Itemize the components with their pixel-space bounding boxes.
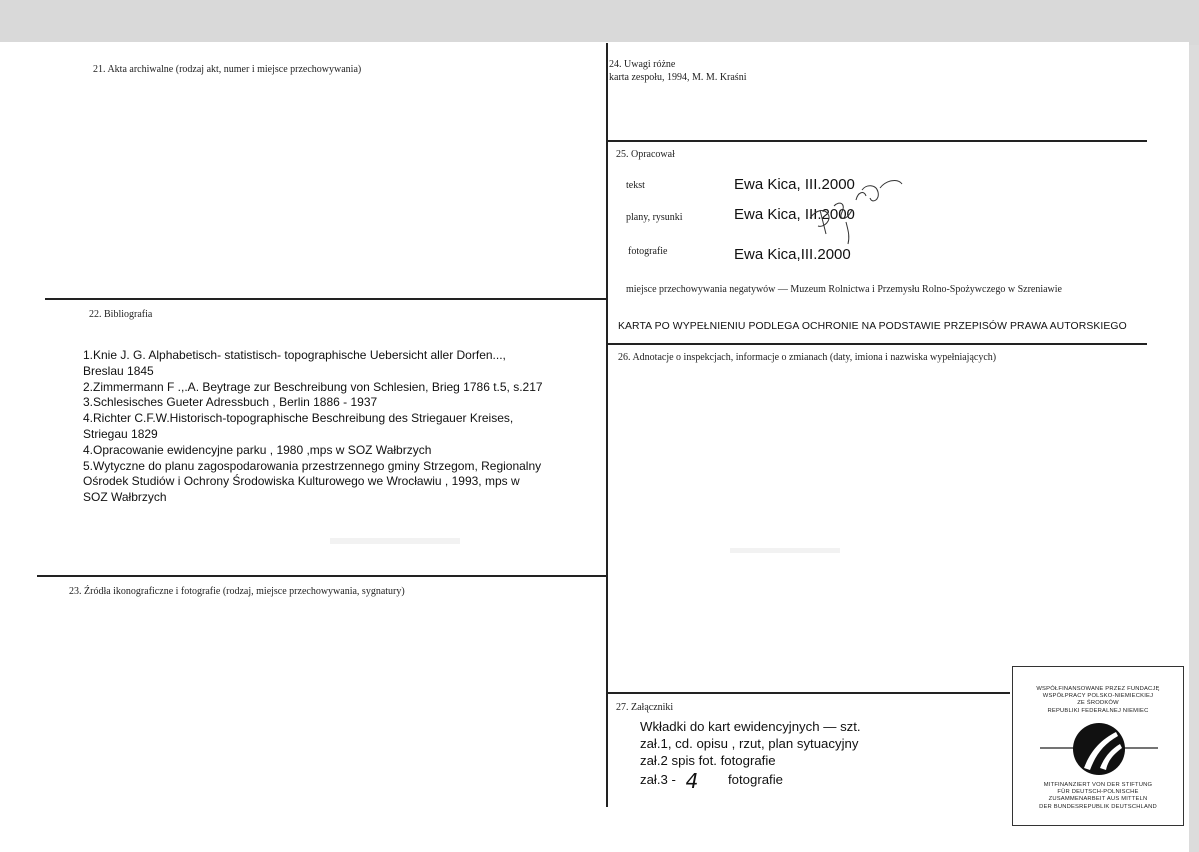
opracowal-row-label: plany, rysunki xyxy=(626,212,683,223)
stamp-top-text xyxy=(1019,686,1177,715)
scan-artefact xyxy=(330,538,460,544)
stamp-line: ZE ŚRODKÓW xyxy=(1077,700,1119,707)
stamp-line: REPUBLIKI FEDERALNEJ NIEMIEC xyxy=(1047,707,1149,714)
bibliography-item: 5.Wytyczne do planu zagospodarowania przestrzennego gminy Strzegom, Regionalny xyxy=(83,458,542,473)
stamp-line: MITFINANZIERT VON DER STIFTUNG xyxy=(1043,782,1153,788)
bibliography-item: 3.Schlesisches Gueter Adressbuch , Berlin 1886 - 1937 xyxy=(83,395,378,410)
bibliography-item: Breslau 1845 xyxy=(83,363,154,378)
opracowal-row-value: Ewa Kica,III.2000 xyxy=(734,246,851,263)
bibliography-list xyxy=(83,348,586,506)
foundation-logo-icon xyxy=(1040,722,1158,778)
bibliography-item: 1.Knie J. G. Alphabetisch- statistisch- topographische Uebersicht aller Dorfen..., xyxy=(83,348,506,362)
negatives-location: miejsce przechowywania negatywów — Muzeum Rolnictwa i Przemysłu Rolno-Spożywczego w Szreniawie xyxy=(626,284,1062,295)
copyright-notice: KARTA PO WYPEŁNIENIU PODLEGA OCHRONIE NA PODSTAWIE PRZEPISÓW PRAWA AUTORSKIEGO xyxy=(618,321,1127,332)
divider-24-25 xyxy=(608,140,1147,142)
bibliography-item: 4.Richter C.F.W.Historisch-topographische Beschreibung des Striegauer Kreises, xyxy=(83,411,514,426)
section-27-label: 27. Załączniki xyxy=(616,702,674,713)
attachment-line: zał.2 spis fot. fotografie xyxy=(640,753,776,768)
stamp-line: ZUSAMMENARBEIT AUS MITTELN xyxy=(1048,796,1148,803)
scan-artefact xyxy=(730,548,840,553)
opracowal-row-label: fotografie xyxy=(628,246,668,257)
section-26-label: 26. Adnotacje o inspekcjach, informacje o zmianach (daty, imiona i nazwiska wypełniających) xyxy=(618,352,997,363)
attachment-line xyxy=(640,769,861,793)
opracowal-row-value: Ewa Kica, III.2000 xyxy=(734,176,855,193)
stamp-bottom-text xyxy=(1019,782,1177,811)
divider-25-26 xyxy=(608,343,1147,345)
bibliography-item: SOZ Wałbrzych xyxy=(83,490,167,505)
attachment-line: Wkładki do kart ewidencyjnych — szt. xyxy=(640,719,861,734)
section-24-label: 24. Uwagi różne xyxy=(609,59,676,70)
stamp-line: WSPÓŁPRACY POLSKO-NIEMIECKIEJ xyxy=(1042,693,1154,700)
section-25-label: 25. Opracował xyxy=(616,149,675,160)
divider-21-22 xyxy=(45,298,606,300)
bibliography-item: 4.Opracowanie ewidencyjne parku , 1980 ,mps w SOZ Wałbrzych xyxy=(83,442,432,457)
stamp-line: FÜR DEUTSCH-POLNISCHE xyxy=(1057,789,1139,796)
bibliography-item: Ośrodek Studiów i Ochrony Środowiska Kulturowego we Wrocławiu , 1993, mps w xyxy=(83,474,520,489)
stamp-line: WSPÓŁFINANSOWANE PRZEZ FUNDACJĘ xyxy=(1036,686,1160,692)
stamp-line: DER BUNDESREPUBLIK DEUTSCHLAND xyxy=(1039,803,1157,810)
opracowal-row-value: Ewa Kica, III.2000 xyxy=(734,206,855,223)
scan-top-band xyxy=(0,0,1199,45)
section-23-label: 23. Źródła ikonograficzne i fotografie (rodzaj, miejsce przechowywania, sygnatury) xyxy=(69,586,405,597)
bibliography-item: Striegau 1829 xyxy=(83,426,158,441)
attachment-line: zał.1, cd. opisu , rzut, plan sytuacyjny xyxy=(640,736,859,751)
divider-22-23 xyxy=(37,575,606,577)
attachment-zal3-count: 4 xyxy=(685,769,699,793)
attachment-zal3-prefix: zał.3 - xyxy=(640,772,676,787)
attachment-zal3-tail: fotografie xyxy=(728,772,783,787)
section-24-text: karta zespołu, 1994, M. M. Kraśni xyxy=(609,72,747,83)
opracowal-row-label: tekst xyxy=(626,180,645,191)
handwritten-signature-icon xyxy=(806,170,906,250)
divider-26-27 xyxy=(608,692,1010,694)
section-22-label: 22. Bibliografia xyxy=(89,309,153,320)
attachments-list xyxy=(640,718,861,793)
section-21-label: 21. Akta archiwalne (rodzaj akt, numer i miejsce przechowywania) xyxy=(93,64,362,75)
foundation-stamp xyxy=(1012,666,1184,826)
bibliography-item: 2.Zimmermann F .,.A. Beytrage zur Beschreibung von Schlesien, Brieg 1786 t.5, s.217 xyxy=(83,379,543,394)
